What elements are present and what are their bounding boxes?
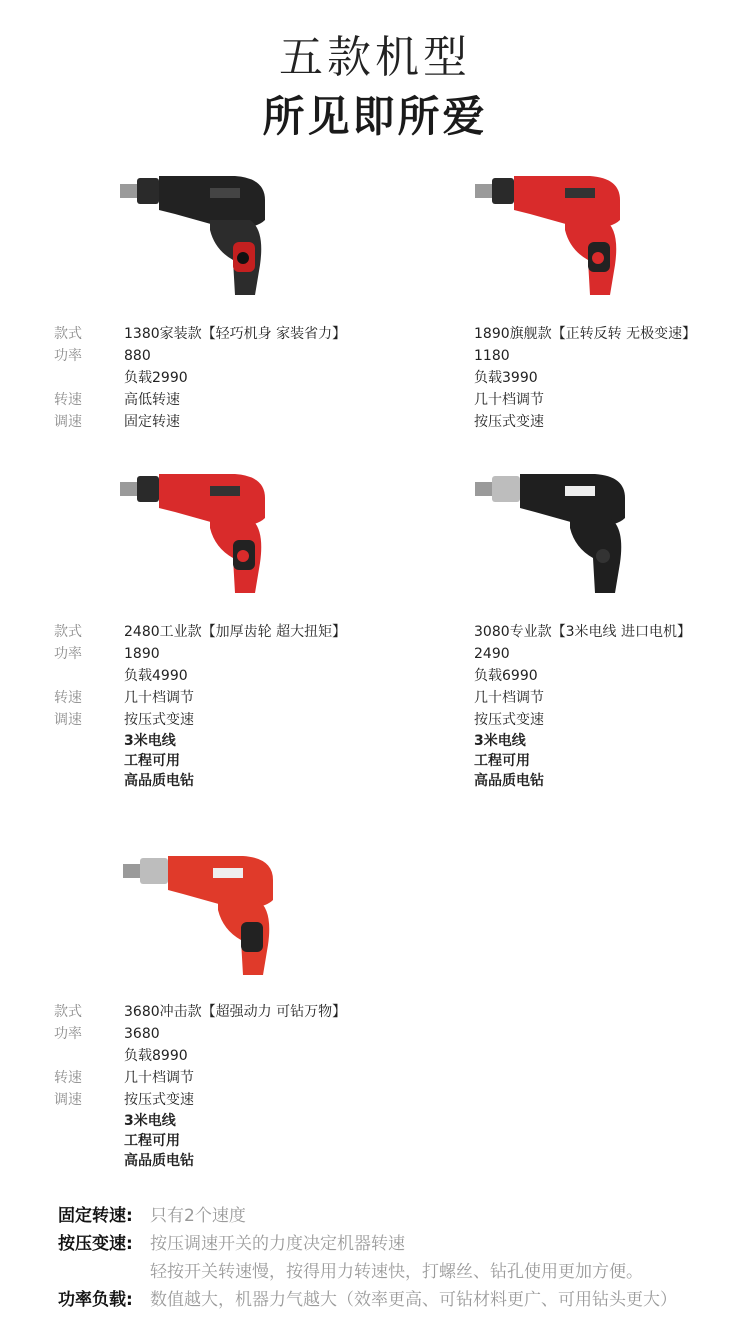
feature-text: 工程可用 bbox=[124, 1133, 180, 1149]
note-key: 固定转速: bbox=[58, 1206, 133, 1226]
power-label: 功率 bbox=[54, 348, 82, 364]
power-value: 880 bbox=[124, 348, 151, 364]
power-value: 2490 bbox=[474, 646, 510, 662]
note-value: 只有2个速度 bbox=[150, 1206, 246, 1226]
speed-value: 几十档调节 bbox=[124, 1070, 194, 1086]
feature-text: 高品质电钻 bbox=[474, 773, 544, 789]
feature-text: 高品质电钻 bbox=[124, 773, 194, 789]
load-value: 负载8990 bbox=[124, 1048, 188, 1064]
speed-value: 几十档调节 bbox=[474, 690, 544, 706]
page-subtitle: 所见即所爱 bbox=[262, 92, 488, 141]
drill-image-red bbox=[115, 468, 285, 598]
note-value: 按压调速开关的力度决定机器转速 bbox=[150, 1234, 405, 1254]
note-key: 按压变速: bbox=[58, 1234, 133, 1254]
control-value: 按压式变速 bbox=[124, 1092, 194, 1108]
power-value: 1890 bbox=[124, 646, 160, 662]
page-header bbox=[0, 30, 750, 144]
control-value: 按压式变速 bbox=[474, 414, 544, 430]
speed-label: 转速 bbox=[54, 1070, 82, 1086]
power-value: 1180 bbox=[474, 348, 510, 364]
control-value: 固定转速 bbox=[124, 414, 180, 430]
control-value: 按压式变速 bbox=[474, 712, 544, 728]
model-name: 2480工业款【加厚齿轮 超大扭矩】 bbox=[124, 624, 347, 640]
model-name: 1890旗舰款【正转反转 无极变速】 bbox=[474, 326, 697, 342]
model-name: 1380家装款【轻巧机身 家装省力】 bbox=[124, 326, 347, 342]
feature-text: 3米电线 bbox=[124, 1113, 176, 1129]
note-value: 数值越大，机器力气越大（效率更高、可钻材料更广、可用钻头更大） bbox=[150, 1290, 677, 1310]
drill-image-red bbox=[470, 170, 640, 300]
feature-text: 高品质电钻 bbox=[124, 1153, 194, 1169]
load-value: 负载4990 bbox=[124, 668, 188, 684]
load-value: 负载3990 bbox=[474, 370, 538, 386]
power-value: 3680 bbox=[124, 1026, 160, 1042]
control-label: 调速 bbox=[54, 414, 82, 430]
speed-value: 几十档调节 bbox=[474, 392, 544, 408]
load-value: 负载6990 bbox=[474, 668, 538, 684]
control-value: 按压式变速 bbox=[124, 712, 194, 728]
control-label: 调速 bbox=[54, 1092, 82, 1108]
drill-image-red bbox=[118, 850, 288, 980]
speed-label: 转速 bbox=[54, 690, 82, 706]
control-label: 调速 bbox=[54, 712, 82, 728]
feature-text: 3米电线 bbox=[474, 733, 526, 749]
drill-image-black bbox=[470, 468, 640, 598]
power-label: 功率 bbox=[54, 646, 82, 662]
feature-text: 3米电线 bbox=[124, 733, 176, 749]
model-label: 款式 bbox=[54, 1004, 82, 1020]
model-label: 款式 bbox=[54, 326, 82, 342]
product-spec-3680 bbox=[54, 1001, 347, 1171]
power-label: 功率 bbox=[54, 1026, 82, 1042]
speed-value: 高低转速 bbox=[124, 392, 180, 408]
feature-text: 工程可用 bbox=[124, 753, 180, 769]
model-label: 款式 bbox=[54, 624, 82, 640]
speed-label: 转速 bbox=[54, 392, 82, 408]
page-title: 五款机型 bbox=[279, 32, 471, 83]
drill-image-black bbox=[115, 170, 285, 300]
note-value: 轻按开关转速慢，按得用力转速快，打螺丝、钻孔使用更加方便。 bbox=[150, 1262, 643, 1282]
load-value: 负载2990 bbox=[124, 370, 188, 386]
speed-value: 几十档调节 bbox=[124, 690, 194, 706]
note-key: 功率负载: bbox=[58, 1290, 133, 1310]
product-spec-3080 bbox=[474, 621, 691, 791]
model-name: 3080专业款【3米电线 进口电机】 bbox=[474, 624, 691, 640]
product-spec-2480 bbox=[54, 621, 347, 791]
model-name: 3680冲击款【超强动力 可钻万物】 bbox=[124, 1004, 347, 1020]
feature-text: 工程可用 bbox=[474, 753, 530, 769]
